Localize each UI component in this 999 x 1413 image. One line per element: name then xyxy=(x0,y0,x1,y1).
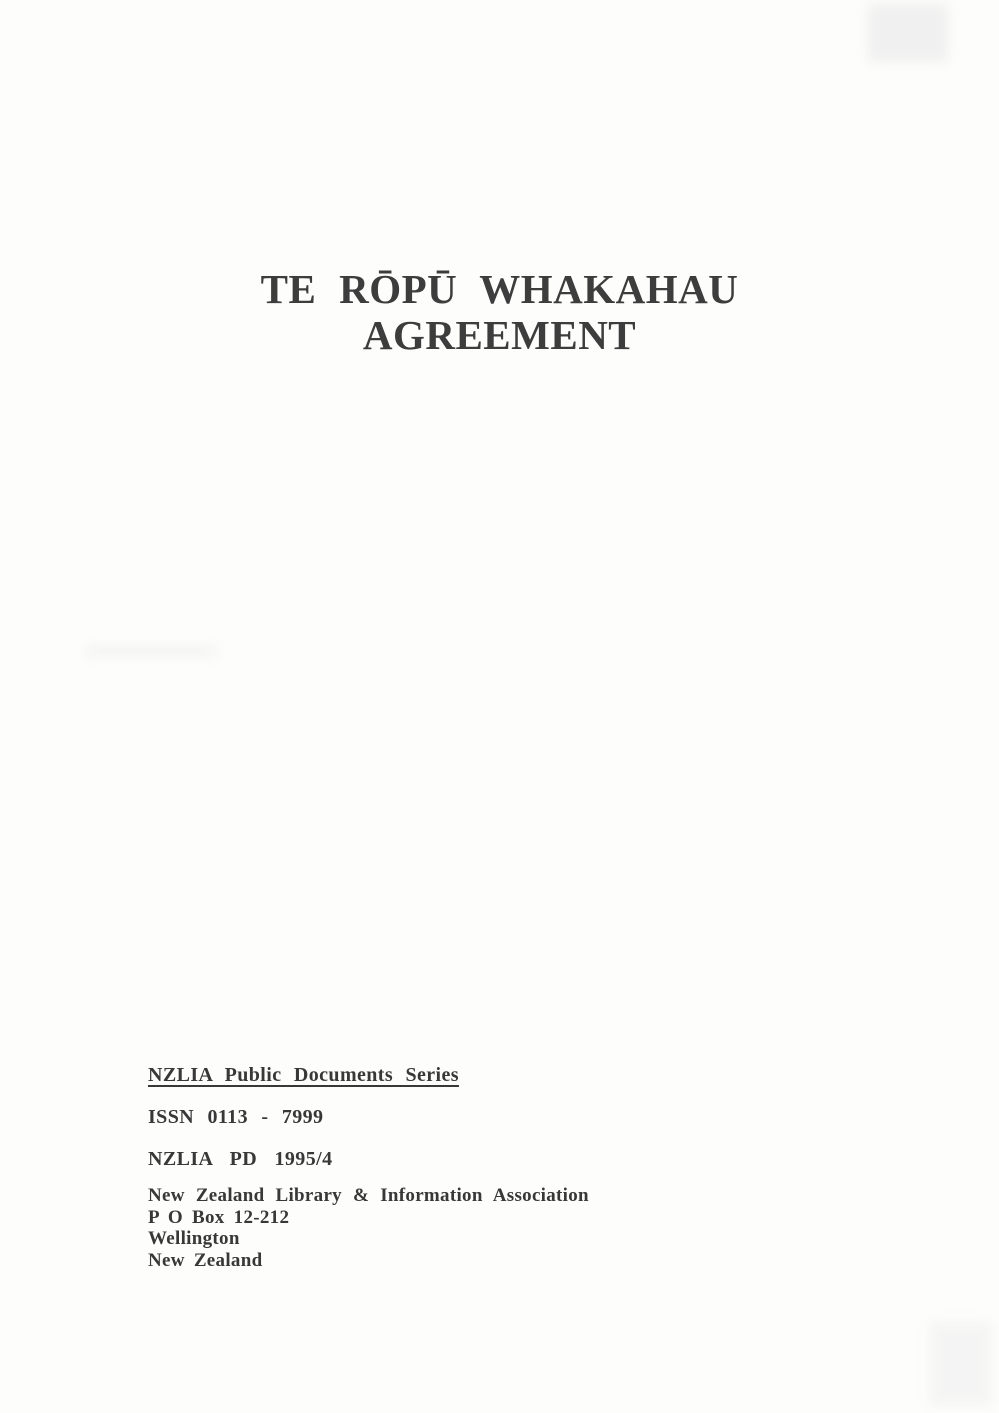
publisher-city: Wellington xyxy=(148,1228,240,1249)
publisher-organization: New Zealand Library & Information Association xyxy=(148,1185,589,1206)
doc-number-line: NZLIA PD 1995/4 xyxy=(148,1148,333,1170)
publication-info xyxy=(148,1064,589,1271)
publisher-address xyxy=(148,1185,589,1271)
issn-line: ISSN 0113 - 7999 xyxy=(148,1106,324,1128)
scan-artifact-left-dash xyxy=(85,645,217,657)
scan-artifact-top-right xyxy=(868,4,948,62)
title-line-2: AGREEMENT xyxy=(362,312,637,358)
scan-artifact-bottom-right xyxy=(930,1322,992,1406)
document-title xyxy=(0,266,999,358)
title-line-1: TE RŌPŪ WHAKAHAU xyxy=(260,266,739,312)
series-heading: NZLIA Public Documents Series xyxy=(148,1064,459,1086)
publisher-country: New Zealand xyxy=(148,1249,263,1271)
publisher-po-box: P O Box 12-212 xyxy=(148,1206,290,1228)
